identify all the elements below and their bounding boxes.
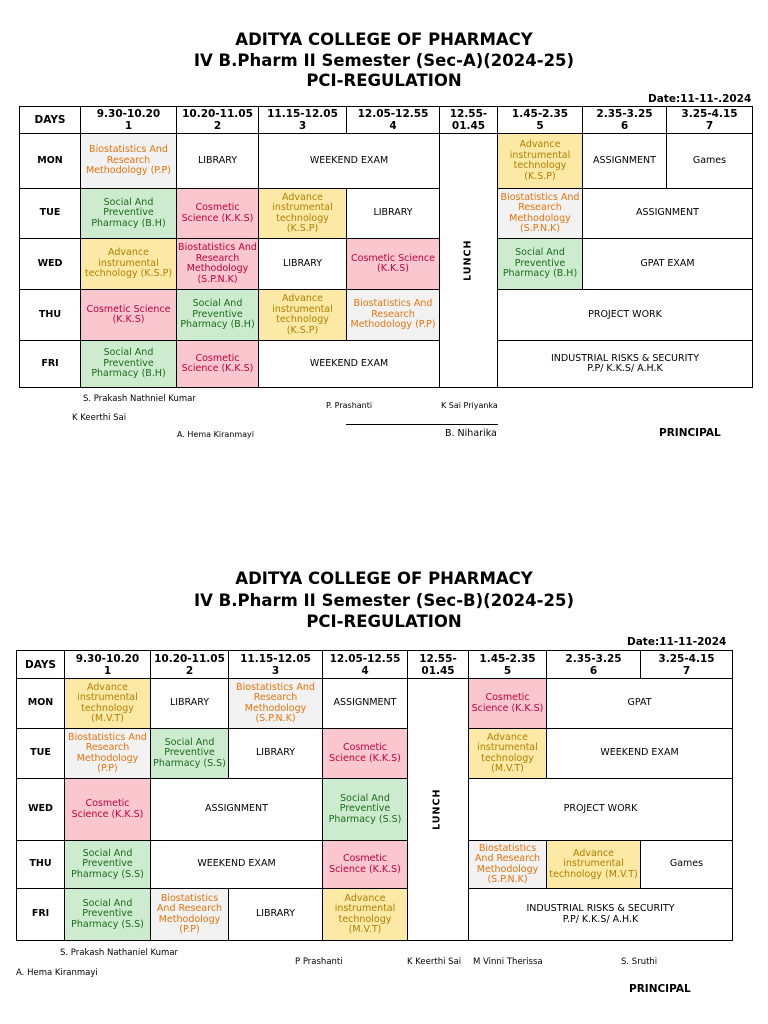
day-label: THU xyxy=(17,841,65,889)
class-cell: Social And Preventive Pharmacy (B.H) xyxy=(177,290,259,341)
signature-name: K Keerthi Sai xyxy=(72,413,127,423)
class-cell: Games xyxy=(641,841,733,889)
class-cell: LIBRARY xyxy=(151,679,229,729)
class-cell: LIBRARY xyxy=(259,239,347,290)
signature-name: K Sai Priyanka xyxy=(441,401,498,410)
timetable-date: Date:11-11-.2024 xyxy=(648,93,752,105)
class-cell: ASSIGNMENT xyxy=(583,134,667,189)
class-cell: Advance instrumental technology (M.V.T) xyxy=(469,729,547,779)
class-cell: ASSIGNMENT xyxy=(323,679,408,729)
day-label: WED xyxy=(17,779,65,841)
class-cell: Biostatistics And Research Methodology (S.P.N.K) xyxy=(469,841,547,889)
day-label: FRI xyxy=(20,341,81,388)
class-cell: Cosmetic Science (K.K.S) xyxy=(469,679,547,729)
class-cell: LIBRARY xyxy=(229,889,323,941)
class-cell: PROJECT WORK xyxy=(498,290,753,341)
class-cell: Biostatistics And Research Methodology (S.P.N.K) xyxy=(498,189,583,239)
class-cell: Advance instrumental technology (K.S.P) xyxy=(81,239,177,290)
period-3-header: 11.15-12.05 3 xyxy=(259,107,347,134)
class-cell: Advance instrumental technology (M.V.T) xyxy=(323,889,408,941)
college-title: ADITYA COLLEGE OF PHARMACY xyxy=(235,569,533,588)
period-3-header: 11.15-12.05 3 xyxy=(229,651,323,679)
signature-name: M Vinni Therissa xyxy=(473,957,543,967)
class-cell: Games xyxy=(667,134,753,189)
period-2-header: 10.20-11.05 2 xyxy=(151,651,229,679)
row-fri xyxy=(20,341,753,388)
class-cell: Biostatistics And Research Methodology (P.P) xyxy=(81,134,177,189)
row-tue xyxy=(17,729,733,779)
class-cell: Social And Preventive Pharmacy (B.H) xyxy=(498,239,583,290)
class-cell: LIBRARY xyxy=(229,729,323,779)
class-cell: LIBRARY xyxy=(347,189,440,239)
signature-line xyxy=(346,424,498,425)
class-cell: Advance instrumental technology (K.S.P) xyxy=(259,290,347,341)
lunch-cell: LUNCH xyxy=(440,134,498,388)
class-cell: Advance instrumental technology (K.S.P) xyxy=(259,189,347,239)
class-cell: Social And Preventive Pharmacy (B.H) xyxy=(81,189,177,239)
class-cell: Cosmetic Science (K.K.S) xyxy=(177,189,259,239)
class-cell: Cosmetic Science (K.K.S) xyxy=(323,841,408,889)
timetable-grid xyxy=(19,106,753,388)
signature-name: S. Sruthi xyxy=(621,957,658,967)
class-cell: INDUSTRIAL RISKS & SECURITY P.P/ K.K.S/ A.H.K xyxy=(498,341,753,388)
class-cell: Cosmetic Science (K.K.S) xyxy=(81,290,177,341)
class-cell: Advance instrumental technology (K.S.P) xyxy=(498,134,583,189)
signature-name: A. Hema Kiranmayi xyxy=(177,430,254,439)
period-4-header: 12.05-12.55 4 xyxy=(347,107,440,134)
day-label: MON xyxy=(20,134,81,189)
row-mon xyxy=(20,134,753,189)
period-1-header: 9.30-10.20 1 xyxy=(65,651,151,679)
class-cell: Cosmetic Science (K.K.S) xyxy=(65,779,151,841)
class-cell: WEEKEND EXAM xyxy=(259,134,440,189)
class-cell: Biostatistics And Research Methodology (P.P) xyxy=(65,729,151,779)
signature-name: S. Prakash Nathaniel Kumar xyxy=(60,948,179,958)
signature-name: S. Prakash Nathniel Kumar xyxy=(83,394,196,404)
header-row xyxy=(20,107,753,134)
period-2-header: 10.20-11.05 2 xyxy=(177,107,259,134)
regulation-title: PCI-REGULATION xyxy=(306,612,462,631)
semester-title: IV B.Pharm II Semester (Sec-B)(2024-25) xyxy=(194,591,574,610)
principal-label: PRINCIPAL xyxy=(629,983,691,995)
principal-label: PRINCIPAL xyxy=(659,427,721,439)
timetable-grid xyxy=(16,650,733,941)
period-6-header: 2.35-3.25 6 xyxy=(547,651,641,679)
signature-name: K Keerthi Sai xyxy=(407,957,462,967)
class-cell: PROJECT WORK xyxy=(469,779,733,841)
lunch-time-header: 12.55-01.45 xyxy=(440,107,498,134)
row-wed xyxy=(20,239,753,290)
day-label: THU xyxy=(20,290,81,341)
class-cell: Biostatistics And Research Methodology (S.P.N.K) xyxy=(177,239,259,290)
class-cell: WEEKEND EXAM xyxy=(547,729,733,779)
day-label: TUE xyxy=(20,189,81,239)
regulation-title: PCI-REGULATION xyxy=(306,71,462,90)
class-cell: Social And Preventive Pharmacy (S.S) xyxy=(65,841,151,889)
period-5-header: 1.45-2.35 5 xyxy=(469,651,547,679)
header-row xyxy=(17,651,733,679)
period-5-header: 1.45-2.35 5 xyxy=(498,107,583,134)
class-cell: Social And Preventive Pharmacy (S.S) xyxy=(323,779,408,841)
class-cell: Advance instrumental technology (M.V.T) xyxy=(65,679,151,729)
class-cell: Advance instrumental technology (M.V.T) xyxy=(547,841,641,889)
lunch-cell: LUNCH xyxy=(408,679,469,941)
period-4-header: 12.05-12.55 4 xyxy=(323,651,408,679)
class-cell: WEEKEND EXAM xyxy=(151,841,323,889)
day-label: MON xyxy=(17,679,65,729)
semester-title: IV B.Pharm II Semester (Sec-A)(2024-25) xyxy=(193,51,575,70)
class-cell: ASSIGNMENT xyxy=(583,189,753,239)
days-header: DAYS xyxy=(17,651,65,679)
row-fri xyxy=(17,889,733,941)
class-cell: GPAT xyxy=(547,679,733,729)
lunch-time-header: 12.55-01.45 xyxy=(408,651,469,679)
days-header: DAYS xyxy=(20,107,81,134)
class-cell: Cosmetic Science (K.K.S) xyxy=(347,239,440,290)
row-wed xyxy=(17,779,733,841)
class-cell: Biostatistics And Research Methodology (S.P.N.K) xyxy=(229,679,323,729)
class-cell: ASSIGNMENT xyxy=(151,779,323,841)
period-6-header: 2.35-3.25 6 xyxy=(583,107,667,134)
day-label: WED xyxy=(20,239,81,290)
signature-name: P Prashanti xyxy=(295,957,343,967)
class-cell: Biostatistics And Research Methodology (P.P) xyxy=(347,290,440,341)
class-cell: WEEKEND EXAM xyxy=(259,341,440,388)
signature-name: A. Hema Kiranmayi xyxy=(16,968,98,978)
class-cell: Cosmetic Science (K.K.S) xyxy=(323,729,408,779)
class-cell: Social And Preventive Pharmacy (S.S) xyxy=(151,729,229,779)
row-mon xyxy=(17,679,733,729)
day-label: TUE xyxy=(17,729,65,779)
class-cell: Social And Preventive Pharmacy (B.H) xyxy=(81,341,177,388)
signature-name: P. Prashanti xyxy=(326,401,373,410)
row-thu xyxy=(20,290,753,341)
class-cell: GPAT EXAM xyxy=(583,239,753,290)
period-7-header: 3.25-4.15 7 xyxy=(667,107,753,134)
period-7-header: 3.25-4.15 7 xyxy=(641,651,733,679)
class-cell: LIBRARY xyxy=(177,134,259,189)
period-1-header: 9.30-10.20 1 xyxy=(81,107,177,134)
class-cell: INDUSTRIAL RISKS & SECURITY P.P/ K.K.S/ A.H.K xyxy=(469,889,733,941)
class-cell: Social And Preventive Pharmacy (S.S) xyxy=(65,889,151,941)
timetable-date: Date:11-11-2024 xyxy=(627,636,727,648)
row-tue xyxy=(20,189,753,239)
signature-name: B. Niharika xyxy=(445,428,497,439)
college-title: ADITYA COLLEGE OF PHARMACY xyxy=(235,30,533,49)
class-cell: Biostatistics And Research Methodology (P.P) xyxy=(151,889,229,941)
class-cell: Cosmetic Science (K.K.S) xyxy=(177,341,259,388)
row-thu xyxy=(17,841,733,889)
day-label: FRI xyxy=(17,889,65,941)
